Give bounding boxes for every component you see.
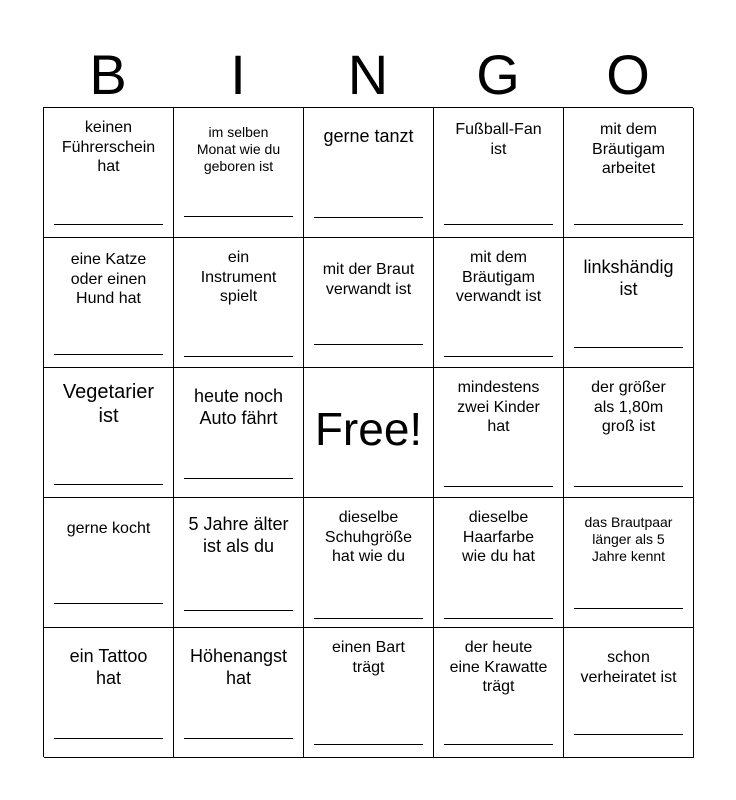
signature-line: [184, 356, 293, 357]
signature-line: [574, 486, 683, 487]
cell-text: dieselbe Schuhgröße hat wie du: [324, 509, 413, 566]
signature-line: [314, 744, 423, 745]
signature-line: [444, 744, 553, 745]
signature-line: [184, 610, 293, 611]
bingo-cell[interactable]: [44, 368, 174, 498]
free-cell[interactable]: [304, 368, 434, 498]
header-letter-n: N: [347, 43, 389, 106]
signature-line: [444, 486, 553, 487]
bingo-cell[interactable]: [434, 628, 564, 758]
header-letter-o: O: [606, 43, 650, 106]
bingo-cell[interactable]: [304, 498, 434, 628]
cell-text: ein Instrument spielt: [200, 249, 277, 306]
signature-line: [54, 354, 163, 355]
signature-line: [184, 216, 293, 217]
bingo-cell[interactable]: [434, 238, 564, 368]
signature-line: [574, 608, 683, 609]
cell-text: eine Katze oder einen Hund hat: [70, 251, 147, 308]
cell-text: mit dem Bräutigam arbeitet: [592, 121, 665, 178]
cell-text: schon verheiratet ist: [580, 649, 677, 686]
cell-text: Vegetarier ist: [62, 381, 155, 428]
cell-text: der größer als 1,80m groß ist: [591, 379, 666, 436]
signature-line: [184, 738, 293, 739]
bingo-cell[interactable]: [304, 628, 434, 758]
bingo-cell[interactable]: [564, 628, 694, 758]
bingo-cell[interactable]: [564, 108, 694, 238]
cell-text: das Brautpaar länger als 5 Jahre kennt: [584, 514, 673, 565]
signature-line: [314, 217, 423, 218]
bingo-cell[interactable]: [174, 108, 304, 238]
bingo-cell[interactable]: [174, 628, 304, 758]
bingo-cell[interactable]: [44, 628, 174, 758]
cell-text: gerne kocht: [66, 520, 151, 537]
bingo-header: [43, 40, 693, 110]
signature-line: [184, 478, 293, 479]
bingo-cell[interactable]: [174, 368, 304, 498]
signature-line: [54, 224, 163, 225]
cell-text: mit dem Bräutigam verwandt ist: [455, 249, 542, 306]
signature-line: [444, 356, 553, 357]
cell-text: heute noch Auto fährt: [193, 386, 284, 428]
signature-line: [444, 618, 553, 619]
cell-text: Fußball-Fan ist: [455, 121, 542, 158]
signature-line: [574, 734, 683, 735]
cell-text: keinen Führerschein hat: [61, 119, 156, 176]
cell-text: im selben Monat wie du geboren ist: [196, 124, 281, 175]
bingo-cell[interactable]: [174, 498, 304, 628]
signature-line: [54, 484, 163, 485]
bingo-cell[interactable]: [304, 238, 434, 368]
cell-text: ein Tattoo hat: [69, 646, 148, 688]
cell-text: Höhenangst hat: [189, 646, 288, 688]
cell-text: linkshändig ist: [583, 257, 674, 299]
cell-text: 5 Jahre älter ist als du: [188, 514, 289, 556]
bingo-cell[interactable]: [434, 368, 564, 498]
signature-line: [314, 344, 423, 345]
signature-line: [574, 224, 683, 225]
bingo-cell[interactable]: [174, 238, 304, 368]
signature-line: [314, 618, 423, 619]
bingo-cell[interactable]: [304, 108, 434, 238]
cell-text: der heute eine Krawatte trägt: [449, 639, 548, 696]
signature-line: [54, 738, 163, 739]
cell-text: mit der Braut verwandt ist: [322, 261, 415, 298]
cell-text: gerne tanzt: [323, 126, 414, 146]
cell-text: mindestens zwei Kinder hat: [457, 379, 540, 436]
cell-text: dieselbe Haarfarbe wie du hat: [462, 509, 535, 566]
free-label: Free!: [314, 403, 423, 455]
bingo-cell[interactable]: [44, 108, 174, 238]
signature-line: [574, 347, 683, 348]
bingo-cell[interactable]: [44, 238, 174, 368]
bingo-cell[interactable]: [564, 368, 694, 498]
header-letter-i: I: [230, 43, 246, 106]
bingo-cell[interactable]: [564, 498, 694, 628]
bingo-cell[interactable]: [564, 238, 694, 368]
header-letter-g: G: [476, 43, 520, 106]
bingo-cell[interactable]: [434, 108, 564, 238]
bingo-cell[interactable]: [44, 498, 174, 628]
signature-line: [444, 224, 553, 225]
cell-text: einen Bart trägt: [332, 639, 405, 676]
header-letter-b: B: [89, 43, 127, 106]
signature-line: [54, 603, 163, 604]
bingo-cell[interactable]: [434, 498, 564, 628]
bingo-grid: [43, 107, 693, 757]
